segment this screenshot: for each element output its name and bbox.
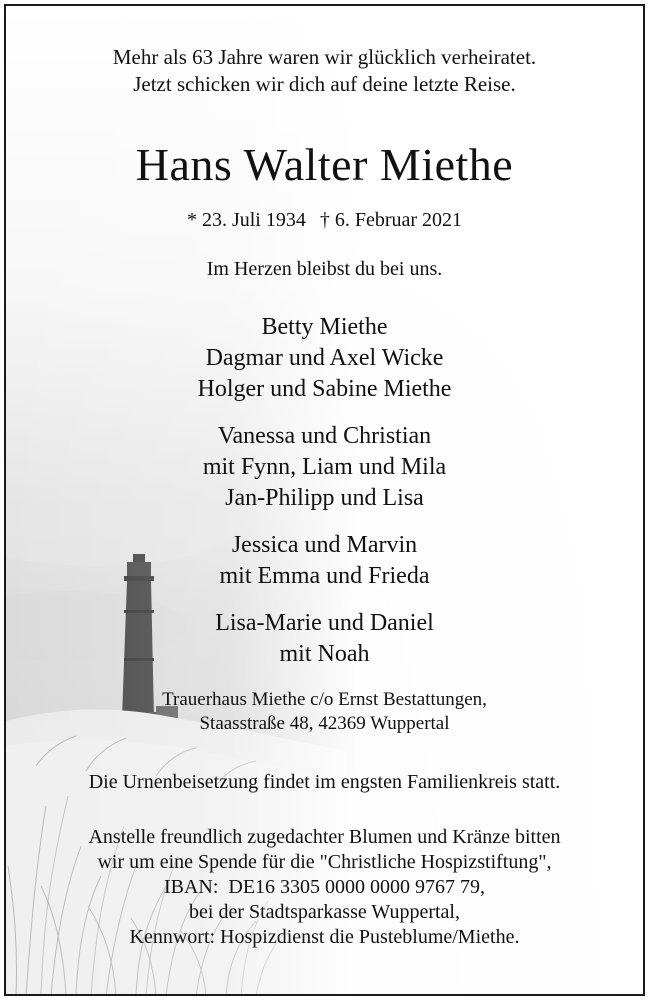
family-name: mit Noah xyxy=(279,641,370,667)
family-name: Jessica und Marvin xyxy=(231,532,418,558)
life-dates xyxy=(6,208,643,232)
intro-line-1: Mehr als 63 Jahre waren wir glücklich verheiratet. xyxy=(112,45,537,69)
address-line-2: Staasstraße 48, 42369 Wuppertal xyxy=(199,713,450,734)
family-name: Lisa-Marie und Daniel xyxy=(215,610,434,636)
donation-iban: IBAN: DE16 3305 0000 0000 9767 79, xyxy=(163,876,486,898)
family-name: mit Emma und Frieda xyxy=(219,563,430,589)
deceased-name: Hans Walter Miethe xyxy=(135,139,514,190)
birth-date: * 23. Juli 1934 xyxy=(186,209,306,231)
motto: Im Herzen bleibst du bei uns. xyxy=(206,258,443,280)
donation-keyword: Kennwort: Hospizdienst die Pusteblume/Miethe. xyxy=(129,926,520,948)
donation-bank: bei der Stadtsparkasse Wuppertal, xyxy=(189,901,460,923)
family-name: Betty Miethe xyxy=(261,314,388,340)
donation-line-2: wir um eine Spende für die "Christliche Hospizstiftung", xyxy=(97,851,552,873)
family-name: Holger und Sabine Miethe xyxy=(197,376,452,402)
obituary-card xyxy=(4,4,645,996)
address-line-1: Trauerhaus Miethe c/o Ernst Bestattungen, xyxy=(162,689,487,710)
burial-note: Die Urnenbeisetzung findet im engsten Familienkreis statt. xyxy=(88,771,561,793)
family-name: Vanessa und Christian xyxy=(217,423,432,449)
family-name: Jan-Philipp und Lisa xyxy=(225,485,424,511)
intro-line-2: Jetzt schicken wir dich auf deine letzte Reise. xyxy=(133,72,516,96)
donation-line-1: Anstelle freundlich zugedachter Blumen und Kränze bitten xyxy=(88,826,561,848)
death-date: † 6. Februar 2021 xyxy=(319,209,463,231)
family-name: Dagmar und Axel Wicke xyxy=(205,345,444,371)
family-name: mit Fynn, Liam und Mila xyxy=(202,454,447,480)
